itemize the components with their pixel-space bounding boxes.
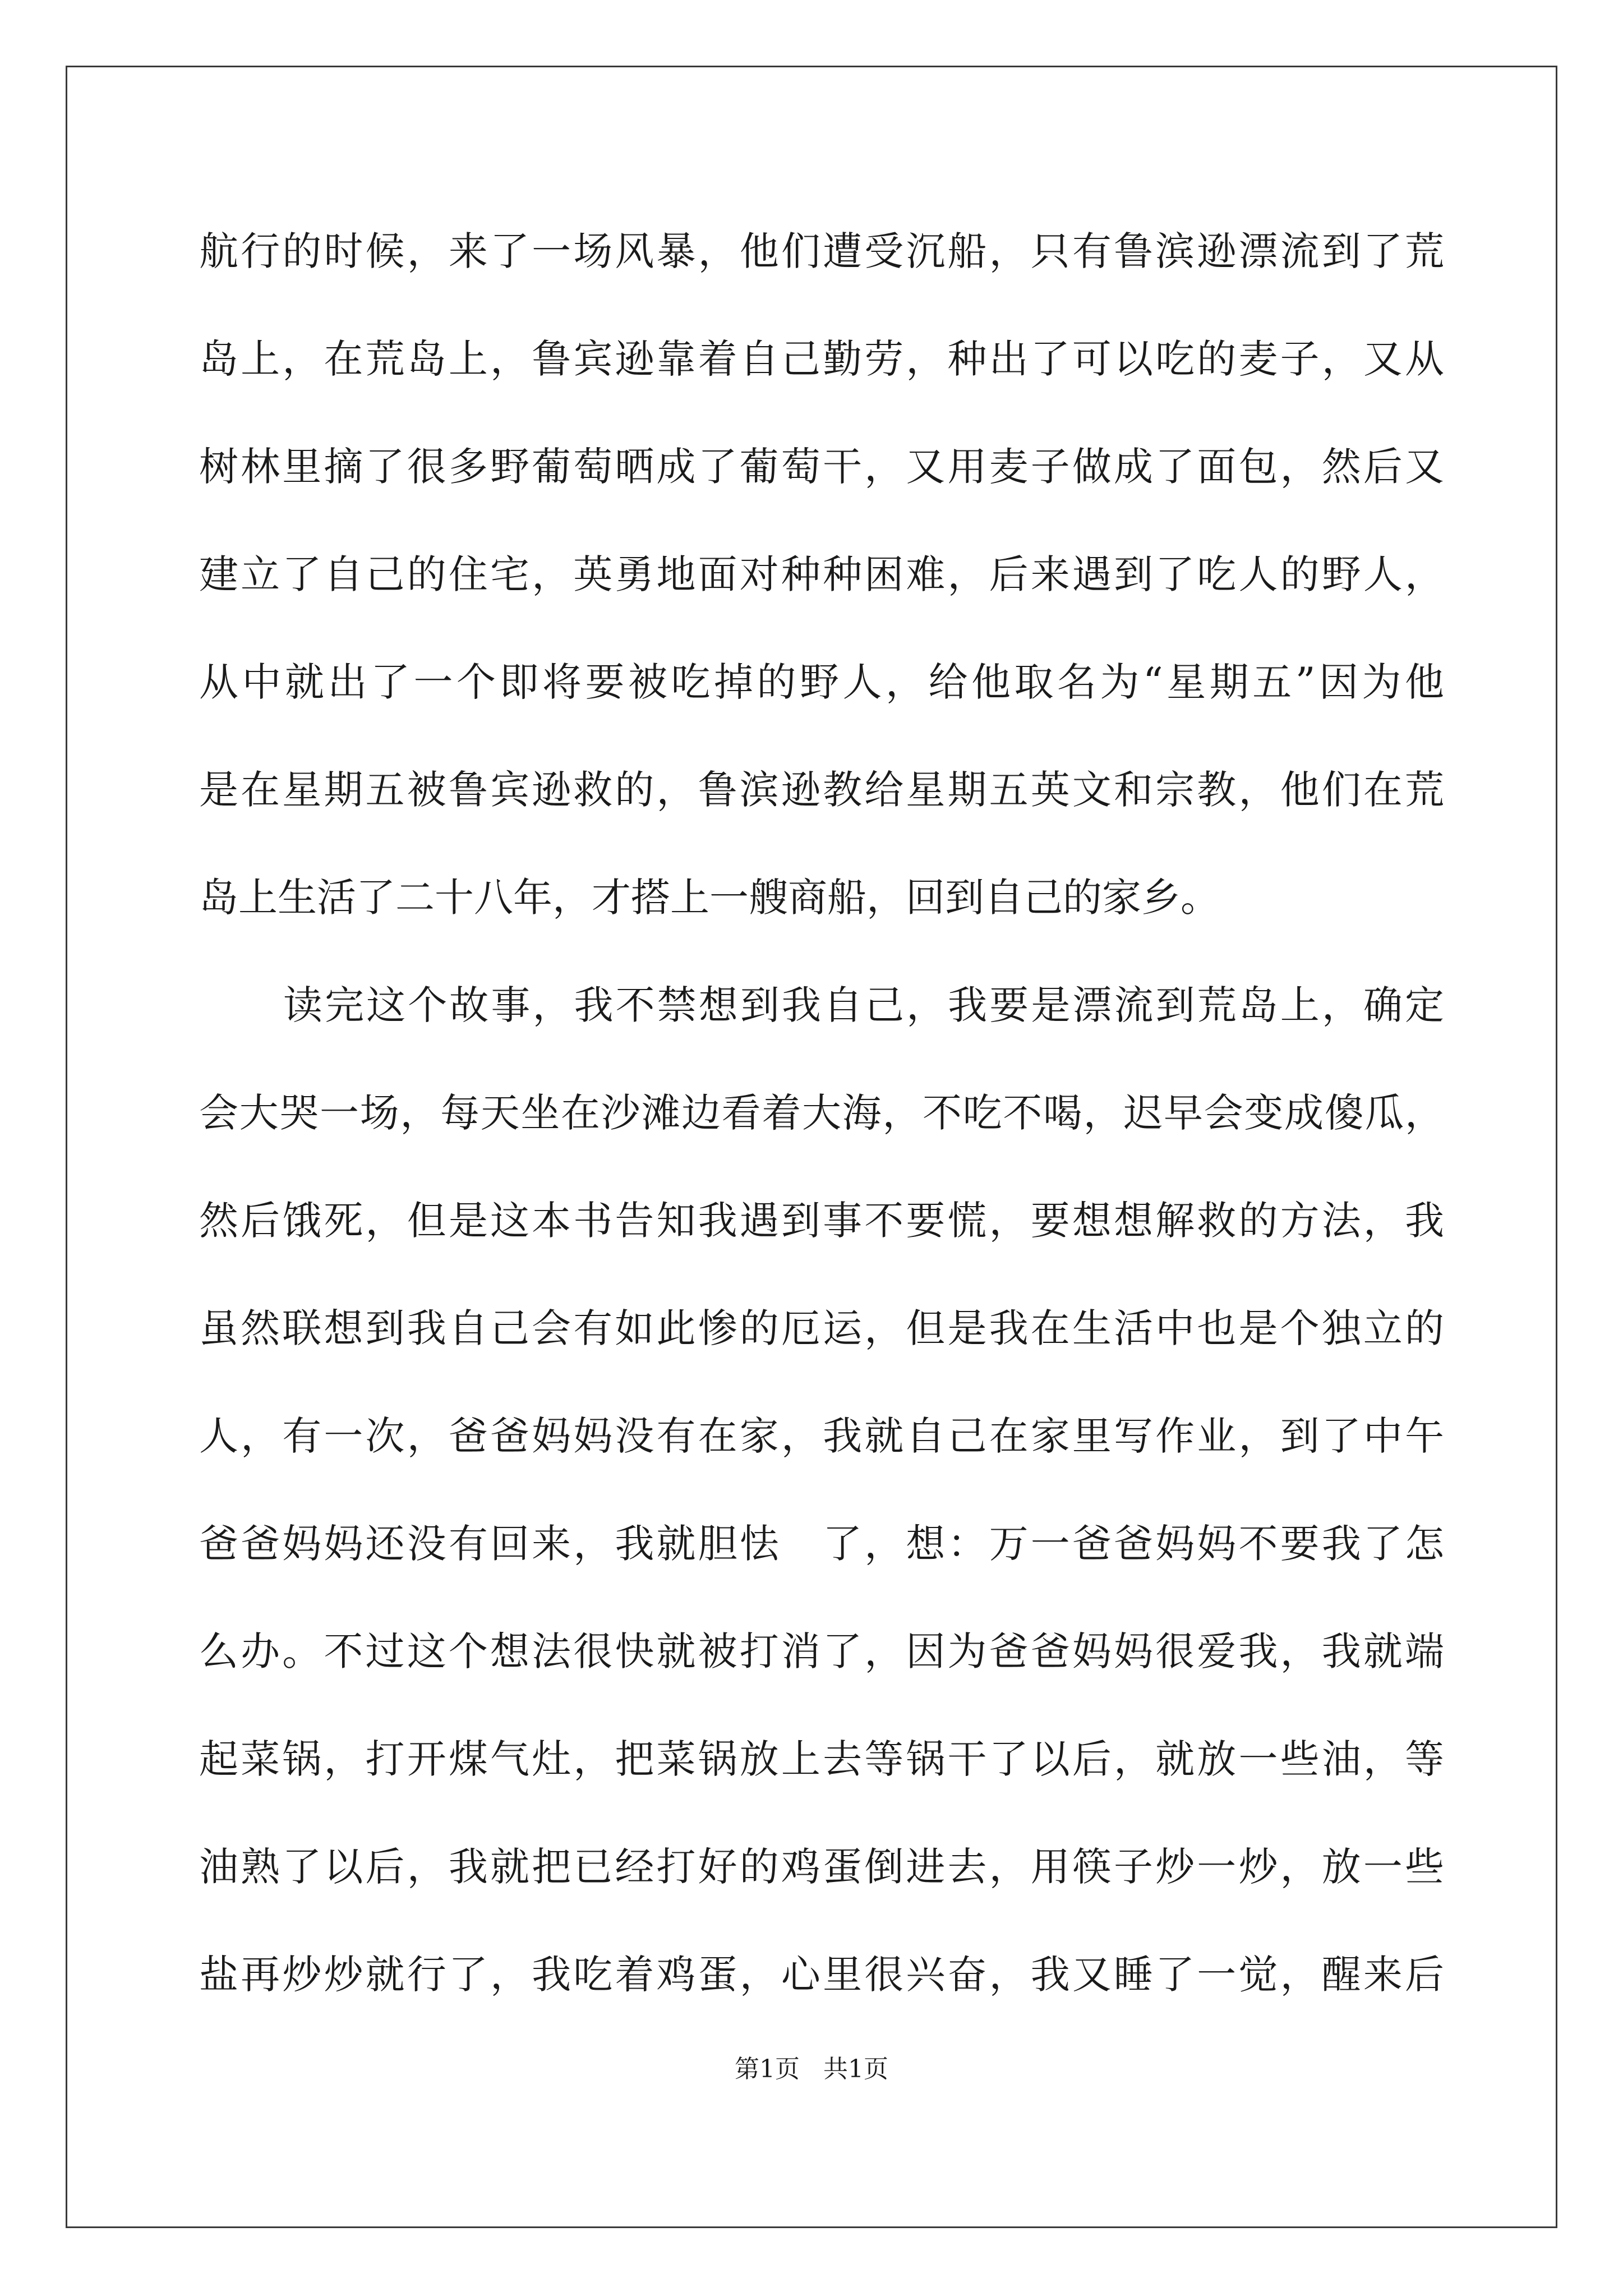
text-line-3: 树林里摘了很多野葡萄晒成了葡萄干，又用麦子做成了面包，然后又 (199, 444, 1444, 490)
text-line-15: 起菜锅，打开煤气灶，把菜锅放上去等锅干了以后，就放一些油，等 (199, 1736, 1444, 1782)
text-line-10: 然后饿死，但是这本书告知我遇到事不要慌，要想想解救的方法，我 (199, 1198, 1444, 1244)
text-line-5: 从中就出了一个即将要被吃掉的野人，给他取名为“星期五”因为他 (199, 659, 1444, 705)
text-line-8: 读完这个故事，我不禁想到我自己，我要是漂流到荒岛上，确定 (283, 982, 1444, 1028)
text-line-13: 爸爸妈妈还没有回来，我就胆怯 了，想：万一爸爸妈妈不要我了怎 (199, 1521, 1444, 1567)
text-line-1: 航行的时候，来了一场风暴，他们遭受沉船，只有鲁滨逊漂流到了荒 (199, 228, 1444, 274)
text-line-11: 虽然联想到我自己会有如此惨的厄运，但是我在生活中也是个独立的 (199, 1305, 1444, 1351)
page-number: 第1页 (735, 2055, 800, 2083)
text-line-4: 建立了自己的住宅，英勇地面对种种困难，后来遇到了吃人的野人， (199, 551, 1444, 597)
page-total: 共1页 (823, 2055, 888, 2083)
text-line-12: 人，有一次，爸爸妈妈没有在家，我就自己在家里写作业，到了中午 (199, 1413, 1444, 1459)
text-line-6: 是在星期五被鲁宾逊救的，鲁滨逊教给星期五英文和宗教，他们在荒 (199, 767, 1444, 813)
text-line-16: 油熟了以后，我就把已经打好的鸡蛋倒进去，用筷子炒一炒，放一些 (199, 1844, 1444, 1890)
document-body (199, 220, 1444, 2051)
text-line-14: 么办。不过这个想法很快就被打消了，因为爸爸妈妈很爱我，我就端 (199, 1628, 1444, 1674)
text-line-9: 会大哭一场，每天坐在沙滩边看着大海，不吃不喝，迟早会变成傻瓜， (199, 1090, 1444, 1136)
text-line-17: 盐再炒炒就行了，我吃着鸡蛋，心里很兴奋，我又睡了一觉，醒来后 (199, 1952, 1444, 1998)
text-line-7: 岛上生活了二十八年，才搭上一艘商船，回到自己的家乡。 (199, 875, 1220, 921)
page-footer (0, 2049, 1623, 2085)
text-line-2: 岛上，在荒岛上，鲁宾逊靠着自己勤劳，种出了可以吃的麦子，又从 (199, 336, 1444, 382)
